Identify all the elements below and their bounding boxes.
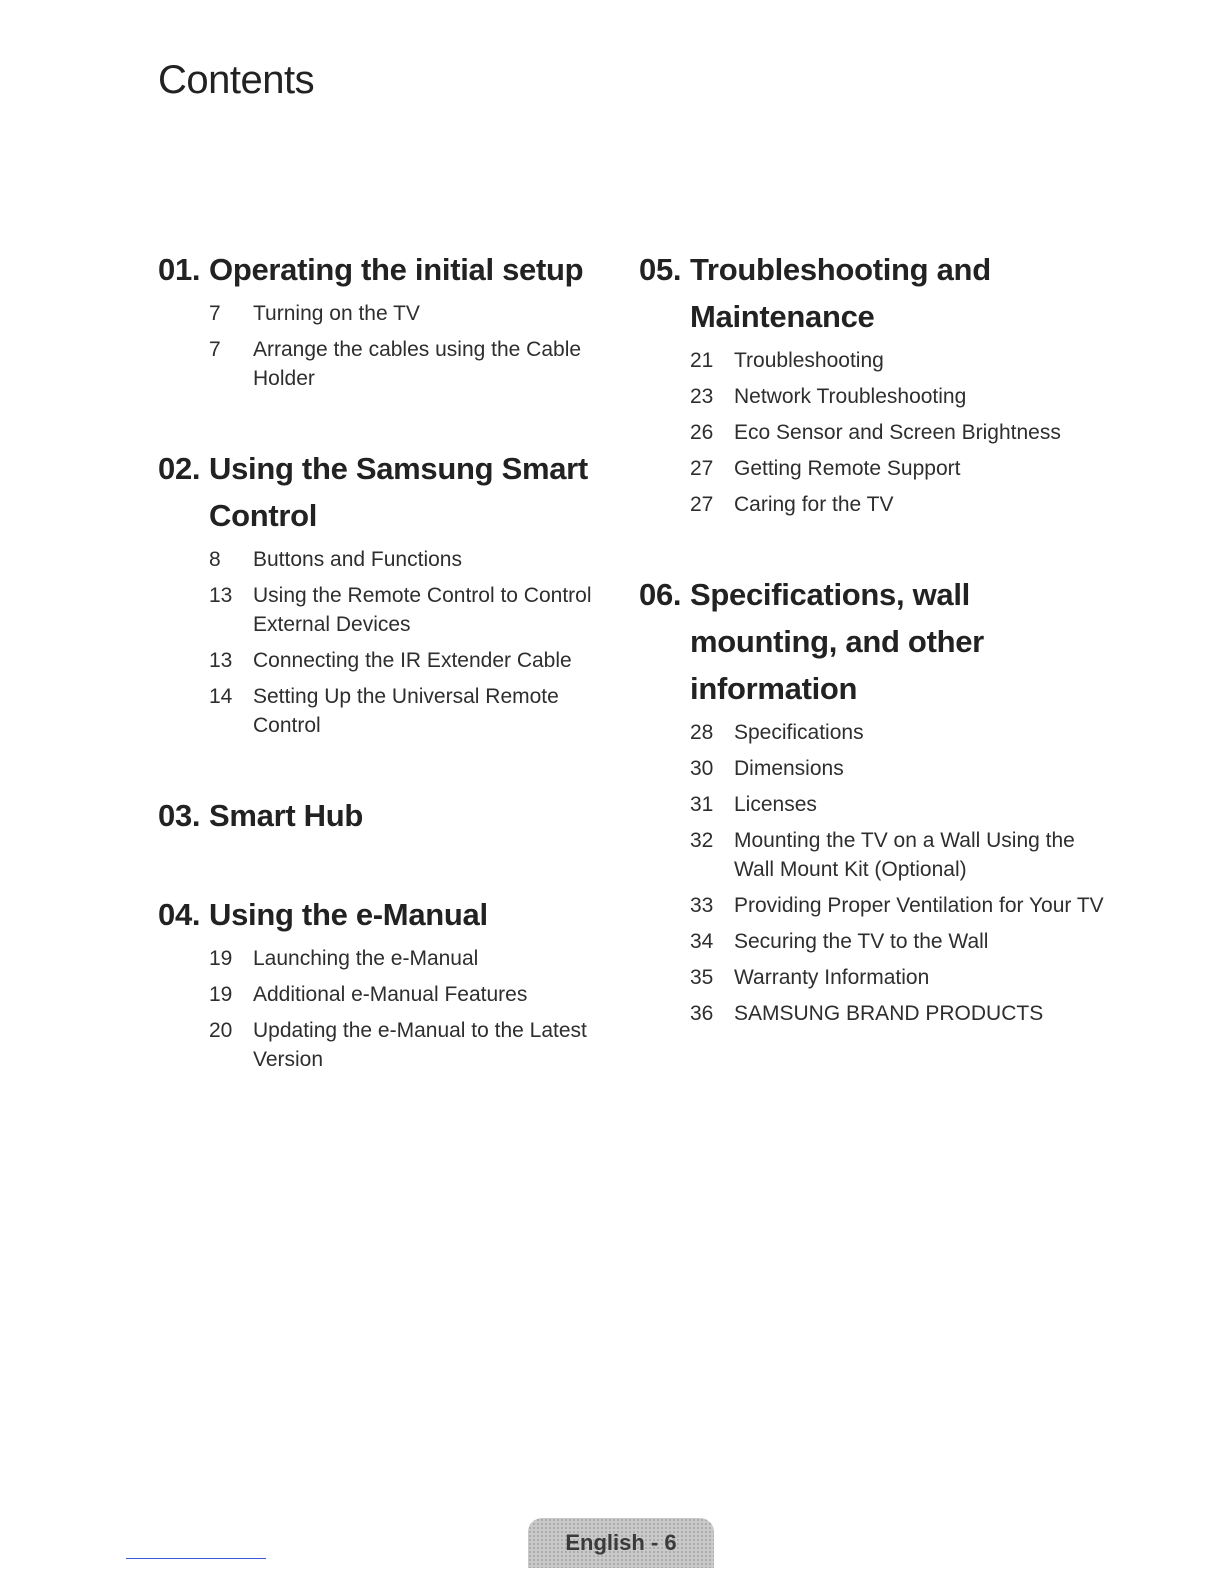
entry-title: Launching the e-Manual <box>253 947 479 970</box>
toc-entry[interactable] <box>209 980 608 1009</box>
toc-entry[interactable] <box>690 826 1109 884</box>
entry-title: Connecting the IR Extender Cable <box>253 649 572 672</box>
entry-page-number: 13 <box>209 584 233 607</box>
entry-title: Using the Remote Control to Control External Devices <box>253 584 592 636</box>
entry-title: SAMSUNG BRAND PRODUCTS <box>734 1002 1044 1025</box>
entry-page-number: 7 <box>209 338 221 361</box>
toc-entry[interactable] <box>209 944 608 973</box>
entry-title: Warranty Information <box>734 966 930 989</box>
toc-section <box>158 891 608 1074</box>
section-heading[interactable] <box>158 246 608 293</box>
entry-title: Eco Sensor and Screen Brightness <box>734 421 1061 444</box>
section-heading[interactable] <box>639 571 1109 712</box>
toc-right-column <box>639 246 1109 1080</box>
section-title: Using the e-Manual <box>209 897 488 932</box>
entry-title: Arrange the cables using the Cable Holder <box>253 338 582 390</box>
section-title: Smart Hub <box>209 798 364 833</box>
toc-section <box>639 246 1109 519</box>
section-number: 04. <box>158 897 201 932</box>
section-number: 01. <box>158 252 201 287</box>
toc-entry[interactable] <box>690 963 1109 992</box>
section-heading[interactable] <box>158 891 608 938</box>
entry-title: Licenses <box>734 793 817 816</box>
entry-page-number: 30 <box>690 757 714 780</box>
toc-entry[interactable] <box>209 646 608 675</box>
section-number: 02. <box>158 451 201 486</box>
entry-page-number: 28 <box>690 721 714 744</box>
entry-page-number: 36 <box>690 1002 714 1025</box>
entry-list <box>209 545 608 740</box>
entry-title: Dimensions <box>734 757 844 780</box>
toc-section <box>158 445 608 740</box>
section-title: Using the Samsung Smart Control <box>209 451 588 533</box>
toc-entry[interactable] <box>690 754 1109 783</box>
toc-entry[interactable] <box>690 927 1109 956</box>
entry-page-number: 34 <box>690 930 714 953</box>
toc-section <box>639 571 1109 1028</box>
entry-page-number: 32 <box>690 829 714 852</box>
entry-page-number: 31 <box>690 793 714 816</box>
toc-entry[interactable] <box>690 718 1109 747</box>
entry-page-number: 7 <box>209 302 221 325</box>
toc-entry[interactable] <box>690 790 1109 819</box>
section-number: 03. <box>158 798 201 833</box>
footer-divider <box>126 1558 266 1559</box>
toc-entry[interactable] <box>690 490 1109 519</box>
entry-title: Specifications <box>734 721 864 744</box>
entry-page-number: 20 <box>209 1019 233 1042</box>
toc-entry[interactable] <box>690 999 1109 1028</box>
entry-page-number: 19 <box>209 947 233 970</box>
entry-title: Turning on the TV <box>253 302 420 325</box>
entry-title: Mounting the TV on a Wall Using the Wall Mount Kit (Optional) <box>734 829 1075 881</box>
entry-title: Caring for the TV <box>734 493 894 516</box>
entry-title: Buttons and Functions <box>253 548 462 571</box>
toc-entry[interactable] <box>690 418 1109 447</box>
page-title: Contents <box>158 58 315 102</box>
entry-page-number: 13 <box>209 649 233 672</box>
toc-section <box>158 246 608 393</box>
entry-title: Setting Up the Universal Remote Control <box>253 685 559 737</box>
toc-entry[interactable] <box>209 1016 608 1074</box>
entry-title: Securing the TV to the Wall <box>734 930 989 953</box>
section-title: Specifications, wall mounting, and other information <box>690 577 984 706</box>
toc-entry[interactable] <box>209 682 608 740</box>
entry-page-number: 27 <box>690 493 714 516</box>
entry-page-number: 27 <box>690 457 714 480</box>
page-number-badge: English - 6 <box>528 1518 714 1568</box>
section-heading[interactable] <box>158 792 608 839</box>
section-heading[interactable] <box>639 246 1109 340</box>
entry-title: Getting Remote Support <box>734 457 961 480</box>
entry-title: Troubleshooting <box>734 349 884 372</box>
section-title: Troubleshooting and Maintenance <box>690 252 991 334</box>
entry-title: Network Troubleshooting <box>734 385 967 408</box>
entry-list <box>690 718 1109 1028</box>
toc-section <box>158 792 608 839</box>
section-number: 05. <box>639 252 682 287</box>
entry-page-number: 33 <box>690 894 714 917</box>
toc-entry[interactable] <box>209 299 608 328</box>
entry-list <box>690 346 1109 519</box>
entry-page-number: 8 <box>209 548 221 571</box>
entry-page-number: 19 <box>209 983 233 1006</box>
entry-page-number: 26 <box>690 421 714 444</box>
section-title: Operating the initial setup <box>209 252 584 287</box>
toc-entry[interactable] <box>690 382 1109 411</box>
entry-page-number: 23 <box>690 385 714 408</box>
toc-entry[interactable] <box>690 454 1109 483</box>
entry-page-number: 21 <box>690 349 714 372</box>
entry-page-number: 35 <box>690 966 714 989</box>
entry-page-number: 14 <box>209 685 233 708</box>
section-heading[interactable] <box>158 445 608 539</box>
toc-entry[interactable] <box>209 545 608 574</box>
entry-title: Additional e-Manual Features <box>253 983 528 1006</box>
entry-title: Providing Proper Ventilation for Your TV <box>734 894 1104 917</box>
toc-entry[interactable] <box>209 335 608 393</box>
toc-entry[interactable] <box>690 891 1109 920</box>
entry-list <box>209 299 608 393</box>
section-number: 06. <box>639 577 682 612</box>
toc-entry[interactable] <box>690 346 1109 375</box>
toc-entry[interactable] <box>209 581 608 639</box>
entry-title: Updating the e-Manual to the Latest Version <box>253 1019 587 1071</box>
toc-left-column <box>158 246 608 1126</box>
entry-list <box>209 944 608 1074</box>
